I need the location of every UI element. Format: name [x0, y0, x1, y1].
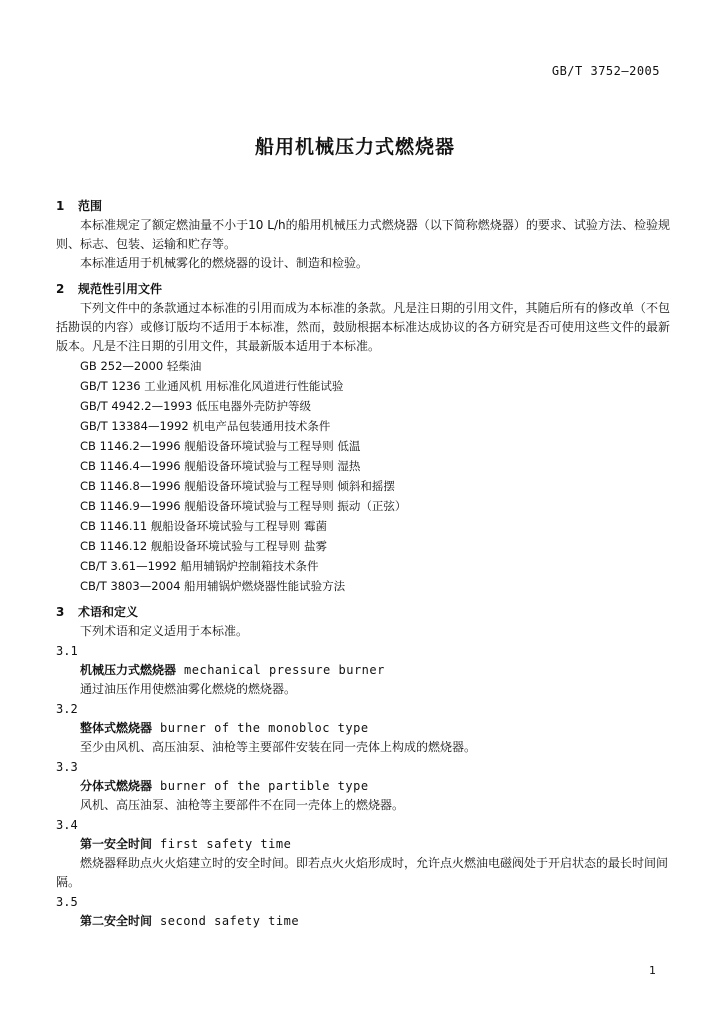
page-number: 1 — [649, 964, 656, 977]
term-number: 3.2 — [56, 702, 78, 716]
section-title: 范围 — [78, 199, 103, 213]
reference-item: GB/T 13384—1992 机电产品包装通用技术条件 — [80, 419, 331, 433]
term-definition: 风机、高压油泵、油枪等主要部件不在同一壳体上的燃烧器。 — [80, 798, 405, 812]
document-title: 船用机械压力式燃烧器 — [254, 136, 455, 158]
reference-item: CB 1146.9—1996 舰船设备环境试验与工程导则 振动（正弦） — [80, 499, 407, 513]
reference-item: CB 1146.4—1996 舰船设备环境试验与工程导则 湿热 — [80, 459, 361, 473]
term-cn: 机械压力式燃烧器 — [80, 663, 177, 677]
section-title: 规范性引用文件 — [78, 282, 163, 296]
reference-item: CB 1146.11 舰船设备环境试验与工程导则 霉菌 — [80, 519, 327, 533]
term-cn: 分体式燃烧器 — [80, 779, 153, 793]
reference-item: CB 1146.2—1996 舰船设备环境试验与工程导则 低温 — [80, 439, 361, 453]
paragraph: 本标准适用于机械雾化的燃烧器的设计、制造和检验。 — [80, 256, 369, 270]
term-number: 3.5 — [56, 895, 78, 909]
term-en: first safety time — [160, 837, 292, 851]
paragraph: 本标准规定了额定燃油量不小于10 L/h的船用机械压力式燃烧器（以下简称燃烧器）的要求、试验方法、检验规则、标志、包装、运输和贮存等。 — [56, 218, 670, 251]
section-heading — [56, 603, 670, 622]
reference-item: CB/T 3.61—1992 船用辅锅炉控制箱技术条件 — [80, 559, 319, 573]
term-title — [56, 777, 670, 796]
term-en: burner of the monobloc type — [160, 721, 369, 735]
reference-item: GB/T 1236 工业通风机 用标准化风道进行性能试验 — [80, 379, 344, 393]
term-cn: 整体式燃烧器 — [80, 721, 153, 735]
term-number: 3.4 — [56, 818, 78, 832]
term-title — [56, 719, 670, 738]
document-body — [56, 190, 670, 931]
term-number: 3.3 — [56, 760, 78, 774]
reference-item: GB/T 4942.2—1993 低压电器外壳防护等级 — [80, 399, 312, 413]
section-number: 1 — [56, 199, 65, 213]
reference-item: CB/T 3803—2004 船用辅锅炉燃烧器性能试验方法 — [80, 579, 346, 593]
term-en: burner of the partible type — [160, 779, 369, 793]
term-definition: 通过油压作用使燃油雾化燃烧的燃烧器。 — [80, 682, 297, 696]
term-number: 3.1 — [56, 644, 78, 658]
term-title — [56, 835, 670, 854]
term-cn: 第一安全时间 — [80, 837, 153, 851]
section-number: 3 — [56, 605, 65, 619]
section-title: 术语和定义 — [78, 605, 139, 619]
term-en: mechanical pressure burner — [184, 663, 385, 677]
standard-number: GB/T 3752—2005 — [551, 64, 660, 78]
section-heading — [56, 280, 670, 299]
term-definition: 燃烧器释助点火火焰建立时的安全时间。即若点火火焰形成时，允许点火燃油电磁阀处于开启状态的最长时间间隔。 — [56, 856, 669, 889]
section-heading — [56, 197, 670, 216]
term-title — [56, 912, 670, 931]
term-title — [56, 661, 670, 680]
reference-item: CB 1146.8—1996 舰船设备环境试验与工程导则 倾斜和摇摆 — [80, 479, 395, 493]
section-number: 2 — [56, 282, 65, 296]
paragraph: 下列术语和定义适用于本标准。 — [80, 624, 249, 638]
reference-item: GB 252—2000 轻柴油 — [80, 359, 202, 373]
reference-item: CB 1146.12 舰船设备环境试验与工程导则 盐雾 — [80, 539, 327, 553]
term-cn: 第二安全时间 — [80, 914, 153, 928]
term-en: second safety time — [160, 914, 300, 928]
term-definition: 至少由风机、高压油泵、油枪等主要部件安装在同一壳体上构成的燃烧器。 — [80, 740, 477, 754]
paragraph: 下列文件中的条款通过本标准的引用而成为本标准的条款。凡是注日期的引用文件，其随后所有的修改单（不包括勘误的内容）或修订版均不适用于本标准，然而，鼓励根据本标准达成协议的各方研究是否可使用这些文件的最新版本。凡是不注日期的引用文件，其最新版本适用于本标准。 — [56, 301, 670, 353]
